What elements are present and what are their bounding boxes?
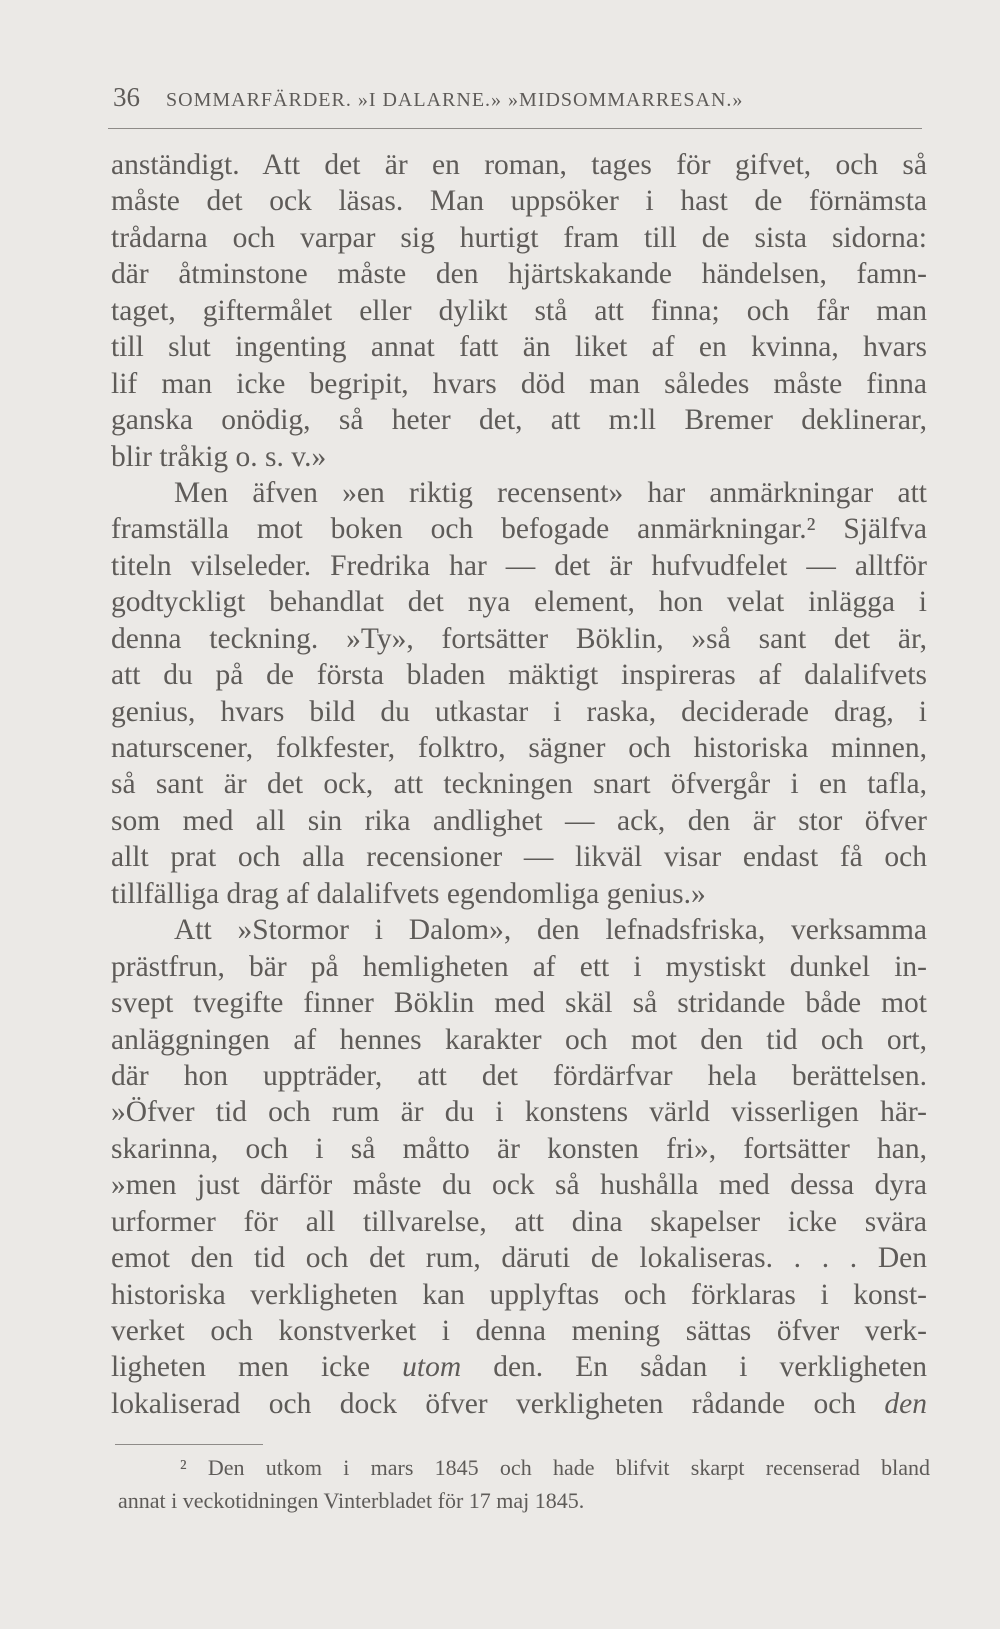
- footnote-rule: [115, 1444, 263, 1445]
- text-line: allt prat och alla recensioner — likväl visar endast få och: [111, 841, 927, 874]
- text-line: lokaliserad och dock öfver verkligheten rådande och den: [111, 1387, 927, 1420]
- running-header: [113, 82, 921, 113]
- text-line: »men just därför måste du ock så hushålla med dessa dyra: [111, 1169, 927, 1202]
- text-line: naturscener, folkfester, folktro, sägner och historiska minnen,: [111, 732, 927, 764]
- text-line: skarinna, och i så måtto är konsten fri», fortsätter han,: [111, 1132, 927, 1165]
- text-line: Men äfven »en riktig recensent» har anmärkningar att: [174, 476, 927, 509]
- text-line: taget, giftermålet eller dylikt stå att finna; och får man: [111, 294, 927, 327]
- footnote-line: ² Den utkom i mars 1845 och hade blifvit skarpt recenserad bland: [180, 1455, 930, 1480]
- text-line: verket och konstverket i denna mening sättas öfver verk-: [111, 1315, 927, 1347]
- text-line: där åtminstone måste den hjärtskakande händelsen, famn-: [111, 258, 927, 291]
- text-line: titeln vilseleder. Fredrika har — det är hufvudfelet — alltför: [111, 549, 927, 582]
- text-line: anläggningen af hennes karakter och mot den tid och ort,: [111, 1023, 927, 1056]
- text-line: prästfrun, bär på hemligheten af ett i mystiskt dunkel in-: [111, 950, 927, 983]
- text-line: urformer för all tillvarelse, att dina skapelser icke svära: [111, 1205, 927, 1238]
- text-line: till slut ingenting annat fatt än liket af en kvinna, hvars: [111, 331, 927, 364]
- text-line: måste det ock läsas. Man uppsöker i hast de förnämsta: [111, 185, 927, 218]
- body-text: [111, 147, 927, 1422]
- text-line: emot den tid och det rum, däruti de lokaliseras. . . . Den: [111, 1242, 927, 1275]
- text-line: trådarna och varpar sig hurtigt fram till de sista sidorna:: [111, 221, 927, 254]
- text-line: »Öfver tid och rum är du i konstens värld visserligen här-: [111, 1096, 927, 1129]
- text-line: framställa mot boken och befogade anmärkningar.² Själfva: [111, 513, 927, 546]
- text-line: anständigt. Att det är en roman, tages för gifvet, och så: [111, 149, 927, 181]
- footnote-line: annat i veckotidningen Vinterbladet för 17 maj 1845.: [118, 1488, 585, 1513]
- text-line: tillfälliga drag af dalalifvets egendomliga genius.»: [111, 877, 706, 910]
- header-rule: [108, 128, 922, 129]
- text-line: så sant är det ock, att teckningen snart öfvergår i en tafla,: [111, 768, 927, 801]
- footnote: [118, 1451, 930, 1517]
- text-line: att du på de första bladen mäktigt inspireras af dalalifvets: [111, 659, 927, 692]
- text-line: blir tråkig o. s. v.»: [111, 440, 327, 473]
- text-line: ganska onödig, så heter det, att m:ll Bremer deklinerar,: [111, 404, 927, 437]
- page-number: 36: [113, 82, 140, 112]
- text-line: godtyckligt behandlat det nya element, hon velat inlägga i: [111, 586, 927, 619]
- text-line: svept tvegifte finner Böklin med skäl så stridande både mot: [111, 987, 927, 1020]
- text-line: genius, hvars bild du utkastar i raska, deciderade drag, i: [111, 695, 927, 728]
- text-line: historiska verkligheten kan upplyftas och förklaras i konst-: [111, 1278, 927, 1311]
- running-title: SOMMARFÄRDER. »I DALARNE.» »MIDSOMMARRESAN.»: [166, 89, 744, 111]
- text-line: Att »Stormor i Dalom», den lefnadsfriska, verksamma: [174, 914, 927, 947]
- text-line: ligheten men icke utom den. En sådan i verkligheten: [111, 1351, 927, 1384]
- text-line: denna teckning. »Ty», fortsätter Böklin, »så sant det är,: [111, 622, 927, 655]
- text-line: som med all sin rika andlighet — ack, den är stor öfver: [111, 804, 927, 837]
- text-line: lif man icke begripit, hvars död man således måste finna: [111, 367, 927, 400]
- text-line: där hon uppträder, att det fördärfvar hela berättelsen.: [111, 1059, 927, 1092]
